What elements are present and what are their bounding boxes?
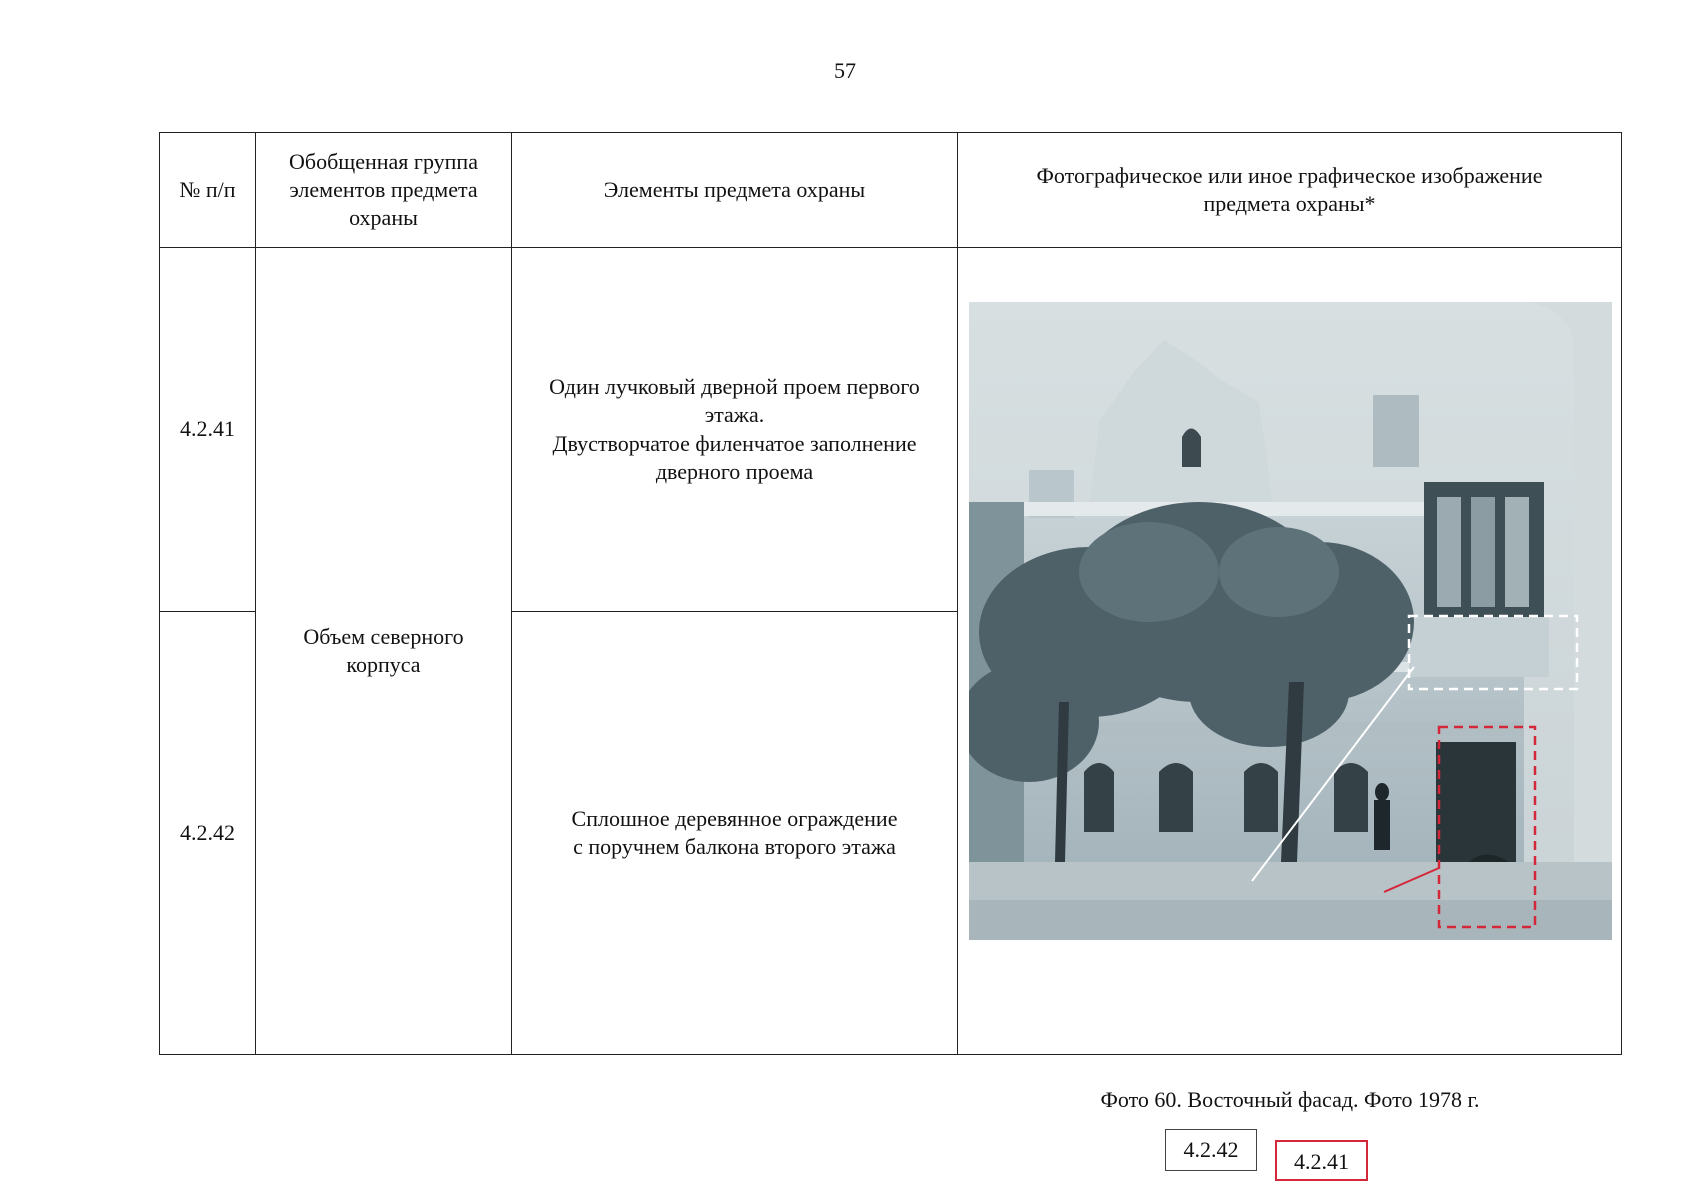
header-photo — [958, 133, 1622, 248]
row-elements-line: с поручнем балкона второго этажа — [573, 834, 896, 859]
row-num: 4.2.42 — [160, 612, 256, 1055]
facade-photo — [969, 302, 1612, 940]
page-number: 57 — [834, 58, 856, 83]
photo-caption: Фото 60. Восточный фасад. Фото 1978 г. — [1100, 1087, 1480, 1112]
heritage-elements-table — [159, 132, 1622, 1174]
header-photo-line: Фотографическое или иное графическое изображение — [1036, 162, 1543, 188]
table-header-row — [160, 133, 1622, 248]
row-elements — [512, 612, 958, 1055]
callout-4-2-41: 4.2.41 — [1275, 1140, 1368, 1181]
row-elements-line: Двустворчатое филенчатое заполнение — [552, 430, 917, 456]
group-value-line: корпуса — [346, 652, 421, 677]
header-num: № п/п — [160, 133, 256, 248]
header-group-line: элементов предмета — [289, 176, 478, 202]
photo-cell — [958, 248, 1622, 1174]
header-photo-line: предмета охраны* — [1203, 191, 1376, 216]
row-elements — [512, 248, 958, 612]
header-group-line: Обобщенная группа — [289, 148, 478, 174]
row-num: 4.2.41 — [160, 248, 256, 612]
group-value-line: Объем северного — [303, 623, 464, 649]
facade-photo-image — [969, 302, 1612, 940]
header-group-line: охраны — [349, 205, 418, 231]
group-value — [256, 248, 512, 1055]
row-elements-line: Сплошное деревянное ограждение — [571, 805, 898, 831]
callout-4-2-42: 4.2.42 — [1165, 1129, 1257, 1171]
row-elements-line: Один лучковый дверной проем первого — [549, 374, 920, 400]
header-group — [256, 133, 512, 248]
row-elements-line: этажа. — [704, 402, 765, 428]
table-row — [160, 248, 1622, 612]
row-elements-line: дверного проема — [655, 458, 814, 484]
header-elements: Элементы предмета охраны — [512, 133, 958, 248]
